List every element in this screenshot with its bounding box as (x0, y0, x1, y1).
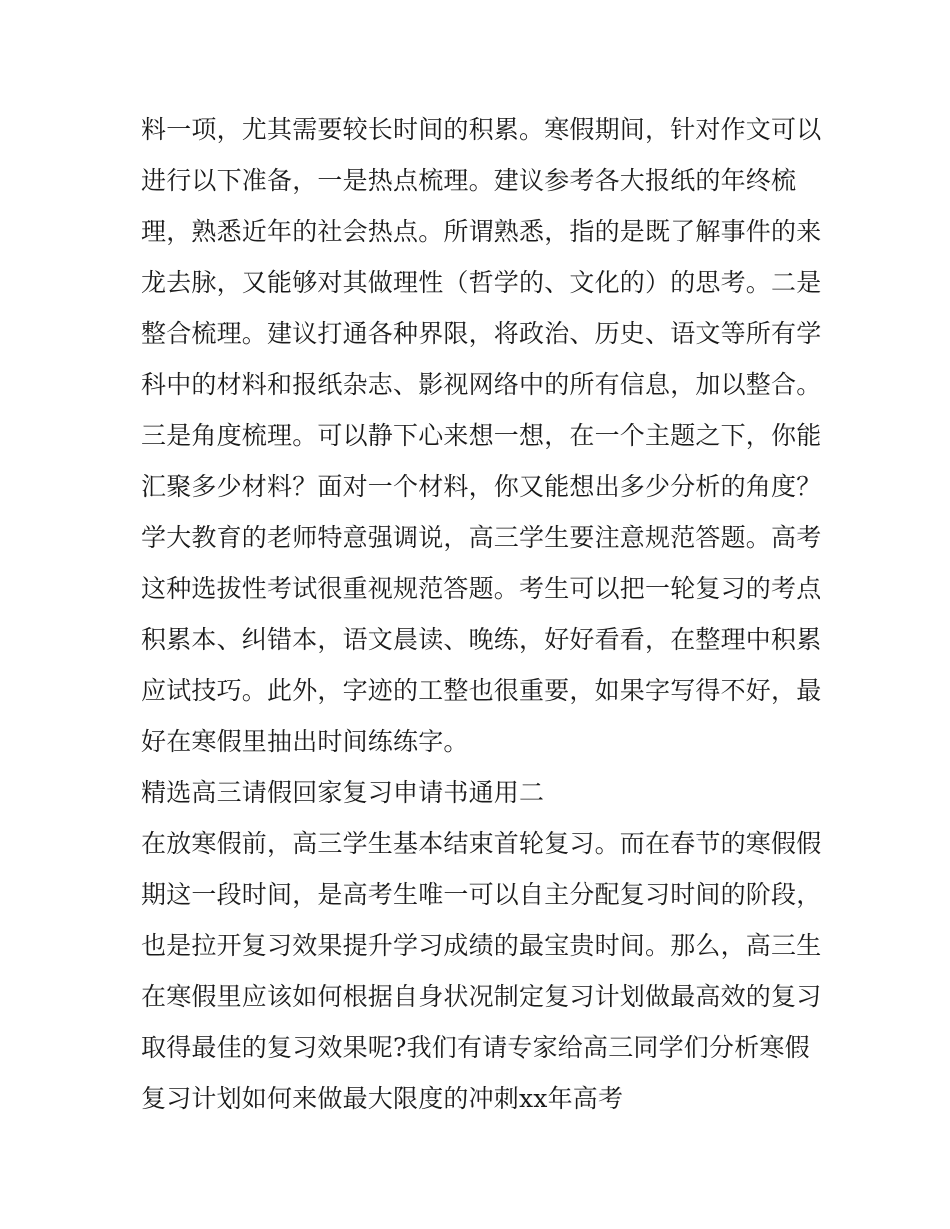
text-line: 龙去脉，又能够对其做理性（哲学的、文化的）的思考。二是 (141, 268, 822, 297)
text-line: 在放寒假前，高三学生基本结束首轮复习。而在春节的寒假假 (141, 829, 822, 858)
text-line: 三是角度梳理。可以静下心来想一想，在一个主题之下，你能 (141, 421, 822, 450)
text-line: 料一项，尤其需要较长时间的积累。寒假期间，针对作文可以 (141, 115, 822, 144)
text-line: 整合梳理。建议打通各种界限，将政治、历史、语文等所有学 (141, 319, 822, 348)
text-line: 应试技巧。此外，字迹的工整也很重要，如果字写得不好，最 (141, 676, 822, 705)
text-line: 取得最佳的复习效果呢?我们有请专家给高三同学们分析寒假 (141, 1033, 810, 1062)
text-line: 科中的材料和报纸杂志、影视网络中的所有信息，加以整合。 (141, 370, 822, 399)
text-line: 进行以下准备，一是热点梳理。建议参考各大报纸的年终梳 (141, 166, 797, 195)
text-line: 理，熟悉近年的社会热点。所谓熟悉，指的是既了解事件的来 (141, 217, 822, 246)
text-line: 积累本、纠错本，语文晨读、晚练，好好看看，在整理中积累 (141, 625, 822, 654)
text-line: 在寒假里应该如何根据自身状况制定复习计划做最高效的复习 (141, 982, 822, 1011)
section-heading: 精选高三请假回家复习申请书通用二 (141, 778, 545, 807)
text-line: 复习计划如何来做最大限度的冲刺xx年高考 (141, 1084, 624, 1113)
text-line: 期这一段时间，是高考生唯一可以自主分配复习时间的阶段， (141, 880, 822, 909)
text-line: 汇聚多少材料？面对一个材料，你又能想出多少分析的角度？ (141, 472, 822, 501)
text-line: 这种选拔性考试很重视规范答题。考生可以把一轮复习的考点 (141, 574, 822, 603)
body-text (141, 104, 821, 1124)
text-line: 好在寒假里抽出时间练练字。 (141, 727, 469, 756)
text-line: 也是拉开复习效果提升学习成绩的最宝贵时间。那么，高三生 (141, 931, 822, 960)
text-line: 学大教育的老师特意强调说，高三学生要注意规范答题。高考 (141, 523, 822, 552)
